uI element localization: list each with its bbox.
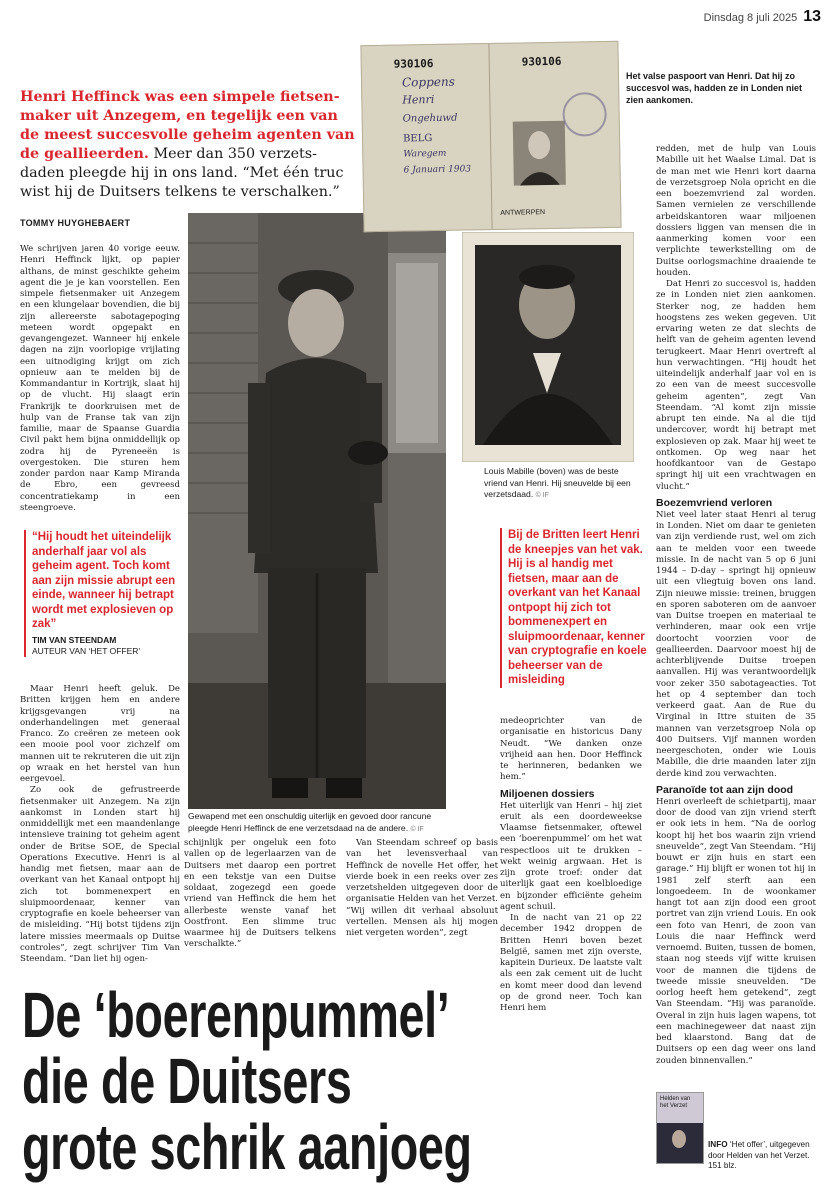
portrait-image: [462, 232, 634, 462]
passport-caption: Het valse paspoort van Henri. Dat hij zo succesvol was, hadden ze in Londen niet zien aankomen.: [626, 71, 803, 105]
paragraph: Van Steendam schreef op basis van het levensverhaal van Heffinck de novelle Het offer, het vierde boek in een reeks over zes verzetshelden uitgegeven door de organisatie Helden van het Verzet. “Wij willen dit verhaal absoluut vertellen. Mensen als hij mogen niet vergeten worden”, zegt: [346, 838, 498, 938]
col5: [656, 144, 816, 1067]
portrait-photo-illustration: [463, 233, 633, 461]
paragraph: schijnlijk per ongeluk een foto vallen op de legerlaarzen van de Duitsers met daarop een portret en een tekstje van een Duitse soldaat, zogezegd een goede vriend van Heffinck die hem het allerbeste wenste vanaf het Oostfront. Een slimme truc waarmee hij de Duitsers telkens verschalkte.”: [184, 838, 336, 950]
passport-photo: [513, 121, 566, 186]
col1-bottom: [20, 684, 180, 965]
col3-bottom: [346, 838, 498, 939]
book-info: [708, 1140, 816, 1172]
subhead-boezemvriend: Boezemvriend verloren: [656, 496, 773, 509]
headline-line-2: die de Duitsers: [22, 1045, 352, 1117]
quote-role: AUTEUR VAN ‘HET OFFER’: [32, 645, 141, 656]
headline-line-1: De ‘boerenpummel’: [22, 979, 450, 1051]
page-header: [704, 8, 821, 26]
book-cover: [656, 1092, 704, 1164]
col4: [500, 716, 642, 1014]
passport-firstname: Henri: [402, 92, 435, 107]
passport-number-right: 930106: [521, 54, 562, 69]
passport-birthdate: 6 Januari 1903: [403, 164, 472, 176]
subhead-miljoenen: Miljoenen dossiers: [500, 787, 595, 800]
paragraph: redden, met de hulp van Louis Mabille uit het Waalse Limal. Dat is de man met wie Henri kort daarna de verzetsgroep Nola opricht en die een boezemvriend zal worden. Samen vernielen ze verschillende arbeidskantoren waar miljoenen dossiers liggen van mensen die in aanmerking komen voor een verplichte tewerkstelling om de Duitse oorlogsmachine draaiende te houden.: [656, 144, 816, 278]
book-cover-art: [657, 1123, 703, 1163]
quote-text: “Hij houdt het uiteindelijk anderhalf jaar vol als geheim agent. Toch komt aan zijn missie abrupt een einde, wanneer hij betrapt wordt met explosieven op zak”: [32, 531, 176, 630]
pull-quote-1: [24, 530, 188, 657]
passport-birthplace: Waregem: [403, 148, 447, 160]
paragraph: medeoprichter van de organisatie en historicus Dany Neudt. “We danken onze vrijheid aan hen. Door Heffinck te herinneren, bedanken we hem.”: [500, 716, 642, 783]
lede: [20, 88, 360, 202]
passport-portrait-icon: [513, 121, 566, 186]
lede-black: Meer dan 350 verzets-daden pleegde hij in ons land. “Met één truc wist hij de Duitsers telkens te verschalken.”: [20, 146, 344, 200]
paragraph: We schrijven jaren 40 vorige eeuw. Henri Heffinck lijkt, op papier althans, de minst geschikte geheim agent die je je kan voorstellen. Een simpele fietsenmaker uit Anzegem en een klungelaar bovendien, die bij zijn allereerste sabotagepoging meteen wordt opgepakt en gevangengezet. Wanneer hij enkele dagen na zijn voorlopige vrijlating een uitnodiging krijgt om zich opnieuw aan te melden bij de Kommandantur in Kortrijk, slaat hij op de vlucht. Hij slaagt erin Frankrijk te doorkruisen met de hulp van de Franse tak van zijn familie, maar de Spaanse Guardia Civil pakt hem bijna onmiddellijk op zodra hij de Pyreneeën is overgestoken. Die sturen hem zonder pardon naar Kamp Miranda de Ebro, een gevreesd concentratiekamp in een steengroeve.: [20, 244, 180, 513]
soldier-photo-illustration: [188, 213, 446, 809]
photo-credit: © IF: [410, 825, 424, 833]
main-photo: [188, 213, 446, 809]
col2: [184, 838, 336, 951]
passport-issued: ANTWERPEN: [500, 209, 546, 217]
paragraph: In de nacht van 21 op 22 december 1942 droppen de Britten Henri boven bezet België, samen met zijn overste, kapitein Durieux. De laatste valt als een zak cement uit de lucht en komt meer dood dan levend op de grond neer. Toch kan Henri hem: [500, 913, 642, 1013]
paragraph: Het uiterlijk van Henri – hij ziet eruit als een doordeweekse Vlaamse fietsenmaker, oftewel een ‘boerenpummel’ om het wat respectloos uit te drukken – wekt weinig argwaan. Het is zijn grote troef: onder dat uiterlijk gaat een koelbloedige en bijzonder efficiënte geheim agent schuil.: [500, 800, 642, 912]
portrait-credit: © IF: [535, 492, 549, 499]
page-date: Dinsdag 8 juli 2025: [703, 12, 798, 24]
paragraph: Henri overleeft de schietpartij, maar door de dood van zijn vriend sterft er ook iets in hem. “Na de oorlog koopt hij het bos waarin zijn vriend sneuvelde”, zegt Van Steendam. “Hij bouwt er zijn huis en start een garage.” Hij blijft er wonen tot hij in 1981 zelf sterft aan een longoedeem. In de woonkamer hangt tot aan zijn dood een groot portret van zijn vriend Louis. En ook een foto van Henri, de zoon van Louis die naar Heffinck werd vernoemd. Buiten, tussen de bomen, staan nog steeds vijf witte kruisen voor de mannen die tijdens de tweede missie sneuvelden. “De oorlog heeft hem getekend”, zegt Van Steendam. “Hij was paranoïde. Overal in zijn huis lagen wapens, tot een machinegeweer dat naast zijn bed klaarstond. Bang dat de Duitsers op een dag weer ons land zouden binnenvallen.”: [656, 796, 816, 1066]
pull-quote-2: Bij de Britten leert Henri de kneepjes van het vak. Hij is al handig met fietsen, maar aan de overkant van het Kanaal ontpopt hij zich tot bommenexpert en sluipmoordenaar, kenner van cryptografie en koele beheerser van de misleiding: [500, 528, 648, 688]
page-number: 13: [803, 8, 821, 25]
portrait-caption: Louis Mabille (boven) was de beste vriend van Henri. Hij sneuvelde bij een verzetsdaad. © IF: [484, 466, 631, 499]
book-info-text: ‘Het offer’, uitgegeven door Helden van het Verzet. 151 blz.: [708, 1140, 810, 1170]
passport-surname: Coppens: [401, 74, 455, 90]
passport-state: Ongehuwd: [402, 112, 458, 125]
passport-nationality: BELG: [402, 133, 433, 145]
author: TOMMY HUYGHEBAERT: [20, 218, 131, 228]
book-cover-title: Helden van het Verzet: [660, 1096, 691, 1109]
lede-red: Henri Heffinck was een simpele fietsen-maker uit Anzegem, en tegelijk een van de meest succesvolle geheim agenten van de geallieerden.: [20, 89, 355, 162]
passport-number-left: 930106: [393, 56, 434, 71]
headline: [22, 979, 472, 1183]
paragraph: Zo ook de gefrustreerde fietsenmaker uit Anzegem. Na zijn aankomst in Londen start hij onmiddellijk met een maandenlange intensieve training tot geheim agent onder de Britse SOE, de Special Operations Executive. Henri is al handig met fietsen, maar aan de overkant van het Kanaal ontpopt hij zich tot bommenexpert en sluipmoordenaar, kenner van cryptografie en koele beheerser van de misleiding. “Hij botst tijdens zijn latere missies meermaals op Duitse controles”, zegt schrijver Tim Van Steendam. “Dan liet hij ogen-: [20, 785, 180, 964]
col1-top: [20, 244, 180, 514]
paragraph: Maar Henri heeft geluk. De Britten krijgen hem en andere krijgsgevangen vrij na onderhandelingen met generaal Franco. Zo creëren ze meteen ook een mooie pool voor zichzelf om mannen uit te rekruteren die uit zijn op wraak en het herstel van hun eergevoel.: [20, 684, 180, 784]
main-photo-caption: Gewapend met een onschuldig uiterlijk en gevoed door rancune pleegde Henri Heffinck de ene verzetsdaad na de andere. © IF: [188, 811, 432, 833]
quote-name: TIM VAN STEENDAM: [32, 634, 117, 645]
book-info-label: INFO: [708, 1140, 728, 1149]
subhead-paranoide: Paranoïde tot aan zijn dood: [656, 783, 794, 796]
headline-line-3: grote schrik aanjoeg: [22, 1111, 472, 1183]
passport-image: [360, 41, 621, 232]
paragraph: Dat Henri zo succesvol is, hadden ze in Londen niet zien aankomen. Sterker nog, ze hadden hem hoogstens zes weken gegeven. Uit ervaring weten ze dat slechts de helft van de geheim agenten levend terugkeert. Maar Henri overtreft al hun verwachtingen. “Hij houdt het uiteindelijk anderhalf jaar vol en is zo een van de meest succesvolle geheim agenten”, zegt Van Steendam. “Al komt zijn missie abrupt ten einde. Na al die tijd undercover, wordt hij betrapt met explosieven op zak. Maar hij weet te ontkomen. Op weg naar het hoofdkantoor van de Gestapo springt hij uit een vrachtwagen en vlucht.”: [656, 279, 816, 492]
paragraph: Niet veel later staat Henri al terug in Londen. Niet om daar te genieten van zijn verdiende rust, wel om zich aan te melden voor een tweede missie. In de nacht van 5 op 6 juni 1944 – D-day – springt hij opnieuw uit een vliegtuig boven ons land. Zijn nieuwe missie: treinen, bruggen en sporen saboteren om de aanvoer van Duitse troepen en materiaal te verhinderen, maar ook een vrije doortocht voorzien voor de geallieerden. Daarvoor moest hij de achterblijvende Duitse troepen aanvallen. Hij was verantwoordelijk voor zeker 350 sabotageacties. Tot het op 4 september dan toch verkeerd gaat. Aan de Rue du Virginal in Ittre stuiten de 35 mannen van verzetsgroep Nola op 400 Duitsers. Vijf mannen worden neergeschoten, onder wie Louis Mabille, die drie maanden later zijn derde kind zou verwachten.: [656, 509, 816, 779]
stamp-icon: [562, 92, 607, 137]
